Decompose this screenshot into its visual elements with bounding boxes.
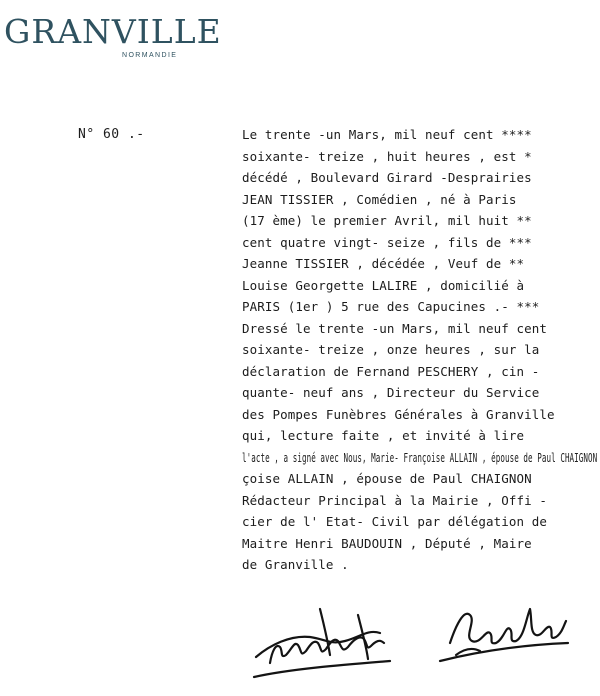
record-line: décédé , Boulevard Girard -Desprairies bbox=[242, 170, 532, 185]
record-line: cent quatre vingt- seize , fils de *** bbox=[242, 234, 532, 250]
death-record-text bbox=[242, 124, 597, 576]
record-line: déclaration de Fernand PESCHERY , cin - bbox=[242, 363, 540, 379]
record-line: quante- neuf ans , Directeur du Service bbox=[242, 385, 540, 400]
signature-right bbox=[440, 609, 568, 661]
record-line: Maitre Henri BAUDOUIN , Député , Maire bbox=[242, 535, 532, 551]
record-line: PARIS (1er ) 5 rue des Capucines .- *** bbox=[242, 299, 540, 314]
record-line: des Pompes Funèbres Générales à Granville bbox=[242, 406, 555, 422]
record-line: JEAN TISSIER , Comédien , né à Paris bbox=[242, 191, 517, 207]
signatures bbox=[250, 585, 570, 685]
granville-logo bbox=[4, 12, 222, 62]
record-line: Louise Georgette LALIRE , domicilié à bbox=[242, 277, 525, 293]
record-line: Le trente -un Mars, mil neuf cent **** bbox=[242, 127, 532, 142]
record-line: de Granville . bbox=[242, 557, 349, 572]
record-line: Rédacteur Principal à la Mairie , Offi - bbox=[242, 492, 548, 508]
record-line: qui, lecture faite , et invité à lire bbox=[242, 428, 525, 443]
record-line: cier de l' Etat- Civil par délégation de bbox=[242, 514, 548, 529]
signature-left bbox=[254, 609, 390, 677]
logo-subtitle: NORMANDIE bbox=[122, 52, 178, 59]
record-line: Dressé le trente -un Mars, mil neuf cent bbox=[242, 320, 548, 336]
record-line: çoise ALLAIN , épouse de Paul CHAIGNON bbox=[242, 471, 532, 486]
record-line: Jeanne TISSIER , décédée , Veuf de ** bbox=[242, 256, 525, 271]
record-line: l'acte , a signé avec Nous, Marie- Françoise ALLAIN , épouse de Paul CHAIGNON bbox=[242, 449, 598, 465]
record-line: soixante- treize , huit heures , est * bbox=[242, 148, 532, 164]
logo-wordmark: GRANVILLE bbox=[4, 12, 222, 51]
act-number: N° 60 .- bbox=[78, 127, 145, 142]
record-line: (17 ème) le premier Avril, mil huit ** bbox=[242, 213, 532, 228]
record-line: soixante- treize , onze heures , sur la bbox=[242, 342, 540, 357]
